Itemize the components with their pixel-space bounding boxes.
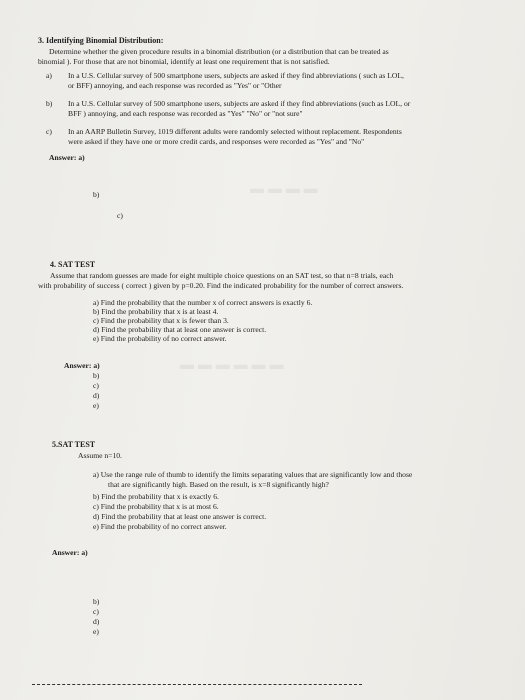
item-5d: d) Find the probability that at least one answer is correct. bbox=[93, 512, 267, 521]
section-4-answer-d: d) bbox=[93, 391, 100, 400]
item-3c-label: c) bbox=[46, 127, 52, 136]
section-4-intro-line1: Assume that random guesses are made for eight multiple choice questions on an SAT test, so that n=8 trials, each bbox=[50, 271, 394, 280]
item-5c: c) Find the probability that x is at most 6. bbox=[93, 502, 219, 511]
section-3-title: 3. Identifying Binomial Distribution: bbox=[38, 36, 164, 45]
section-5-answer-label: Answer: a) bbox=[52, 548, 88, 557]
bleed-through-mark: ▬ ▬ ▬ ▬ bbox=[250, 180, 318, 196]
item-3a-line1: In a U.S. Cellular survey of 500 smartphone users, subjects are asked if they find abbreviations ( such as LOL, bbox=[68, 71, 404, 80]
item-4c: c) Find the probability that x is fewer than 3. bbox=[93, 316, 229, 325]
section-5-answer-e: e) bbox=[93, 627, 99, 636]
item-5a-line1: a) Use the range rule of thumb to identify the limits separating values that are significantly low and those bbox=[93, 470, 413, 479]
dashed-divider bbox=[32, 684, 362, 685]
item-4e: e) Find the probability of no correct answer. bbox=[93, 334, 227, 343]
section-4-answer-label: Answer: a) bbox=[64, 361, 100, 370]
item-3b-line1: In a U.S. Cellular survey of 500 smartphone users, subjects are asked if they find abbreviations (such as LOL, or bbox=[68, 99, 411, 108]
item-3a-label: a) bbox=[46, 71, 52, 80]
section-3-answer-b: b) bbox=[93, 190, 100, 199]
item-3a-line2: or BFF) annoying, and each response was recorded as "Yes" or "Other bbox=[68, 81, 282, 90]
section-4-answer-b: b) bbox=[93, 371, 100, 380]
item-5b: b) Find the probability that x is exactly 6. bbox=[93, 492, 219, 501]
section-5-title: 5.SAT TEST bbox=[52, 440, 96, 449]
item-5a-line2: that are significantly high. Based on the result, is x=8 significantly high? bbox=[108, 480, 329, 489]
bleed-through-mark: ▬ ▬ ▬ ▬ ▬ ▬ bbox=[180, 356, 284, 372]
item-4a: a) Find the probability that the number x of correct answers is exactly 6. bbox=[93, 298, 313, 307]
section-3-answer-c: c) bbox=[117, 211, 123, 220]
item-5e: e) Find the probability of no correct answer. bbox=[93, 522, 227, 531]
section-5-answer-c: c) bbox=[93, 607, 99, 616]
section-4-answer-c: c) bbox=[93, 381, 99, 390]
section-4-answer-e: e) bbox=[93, 401, 99, 410]
section-5-assume: Assume n=10. bbox=[78, 451, 122, 460]
item-3b-line2: BFF ) annoying, and each response was recorded as "Yes" "No" or "not sure" bbox=[68, 109, 303, 118]
item-4d: d) Find the probability that at least one answer is correct. bbox=[93, 325, 267, 334]
item-3c-line1: In an AARP Bulletin Survey, 1019 different adults were randomly selected without replacement. Respondents bbox=[68, 127, 402, 136]
section-4-intro-line2: with probability of success ( correct ) given by p=0.20. Find the indicated probability for the number of correct answers. bbox=[38, 281, 404, 290]
section-5-answer-b: b) bbox=[93, 597, 100, 606]
section-3-intro-line2: binomial ). For those that are not binomial, identify at least one requirement that is not satisfied. bbox=[38, 57, 330, 66]
item-3c-line2: were asked if they have one or more credit cards, and responses were recorded as "Yes" and "No" bbox=[68, 137, 365, 146]
item-3b-label: b) bbox=[46, 99, 53, 108]
section-3-answer-label: Answer: a) bbox=[49, 153, 85, 162]
section-5-answer-d: d) bbox=[93, 617, 100, 626]
section-3-intro-line1: Determine whether the given procedure results in a binomial distribution (or a distribution that can be treated as bbox=[49, 47, 389, 56]
section-4-title: 4. SAT TEST bbox=[50, 260, 96, 269]
item-4b: b) Find the probability that x is at least 4. bbox=[93, 307, 219, 316]
